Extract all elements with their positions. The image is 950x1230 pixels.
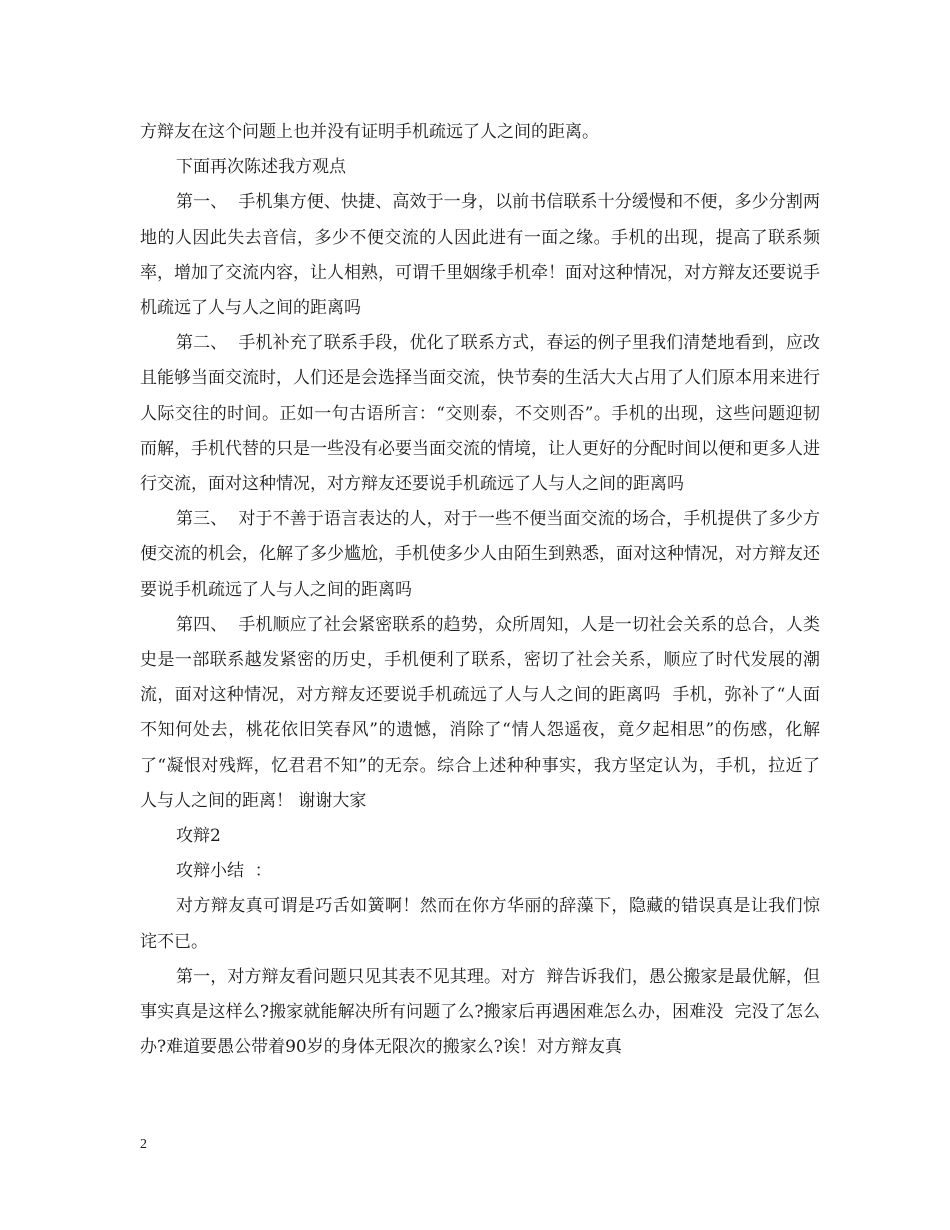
paragraph-summary-first: 第一，对方辩友看问题只见其表不见其理。对方 辩告诉我们，愚公搬家是最优解，但事实真是这样么?搬家就能解决所有问题了么?搬家后再遇困难怎么办，困难没 完没了怎么办?难道要愚公带着90岁的身体无限次的搬家么?诶！对方辩友真 xyxy=(140,966,820,1058)
paragraph-continuation: 方辩友在这个问题上也并没有证明手机疏远了人之间的距离。 xyxy=(140,122,599,142)
section-heading-summary: 攻辩小结 ： xyxy=(176,861,272,882)
paragraph-point-three: 第三、 对于不善于语言表达的人，对于一些不便当面交流的场合，手机提供了多少方便交流的机会，化解了多少尴尬，手机使多少人由陌生到熟悉，面对这种情况，对方辩友还要说手机疏远了人与人之间的距离吗 xyxy=(140,509,820,600)
paragraph-restate-heading: 下面再次陈述我方观点 xyxy=(176,157,346,178)
section-heading-cross-exam: 攻辩2 xyxy=(176,826,221,847)
paragraph-point-four: 第四、 手机顺应了社会紧密联系的趋势，众所周知，人是一切社会关系的总合，人类史是一部联系越发紧密的历史，手机便利了联系，密切了社会关系，顺应了时代发展的潮流，面对这种情况，对方辩友还要说手机疏远了人与人之间的距离吗 手机，弥补了“人面不知何处去，桃花依旧笑春风”的遗憾，消除了“情人怨遥夜，竟夕起相思”的伤感，化解了“凝恨对残辉，忆君君不知”的无奈。综合上述种种事实，我方坚定认为，手机，拉近了人与人之间的距离！ 谢谢大家 xyxy=(140,614,820,811)
paragraph-summary-intro: 对方辩友真可谓是巧舌如簧啊！然而在你方华丽的辞藻下，隐藏的错误真是让我们惊诧不已。 xyxy=(140,896,820,952)
paragraph-point-one: 第一、 手机集方便、快捷、高效于一身，以前书信联系十分缓慢和不便，多少分割两地的人因此失去音信，多少不便交流的人因此进有一面之缘。手机的出现，提高了联系频率，增加了交流内容，让人相熟，可谓千里姻缘手机牵！面对这种情况，对方辩友还要说手机疏远了人与人之间的距离吗 xyxy=(140,192,820,319)
page-body xyxy=(140,115,820,1065)
page-number: 2 xyxy=(140,1137,147,1152)
paragraph-point-two: 第二、 手机补充了联系手段，优化了联系方式，春运的例子里我们清楚地看到，应改且能够当面交流时，人们还是会选择当面交流，快节奏的生活大大占用了人们原本用来进行人际交往的时间。正如一句古语所言：“交则泰，不交则否”。手机的出现，这些问题迎韧而解，手机代替的只是一些没有必要当面交流的情境，让人更好的分配时间以便和更多人进行交流，面对这种情况，对方辩友还要说手机疏远了人与人之间的距离吗 xyxy=(140,333,820,495)
